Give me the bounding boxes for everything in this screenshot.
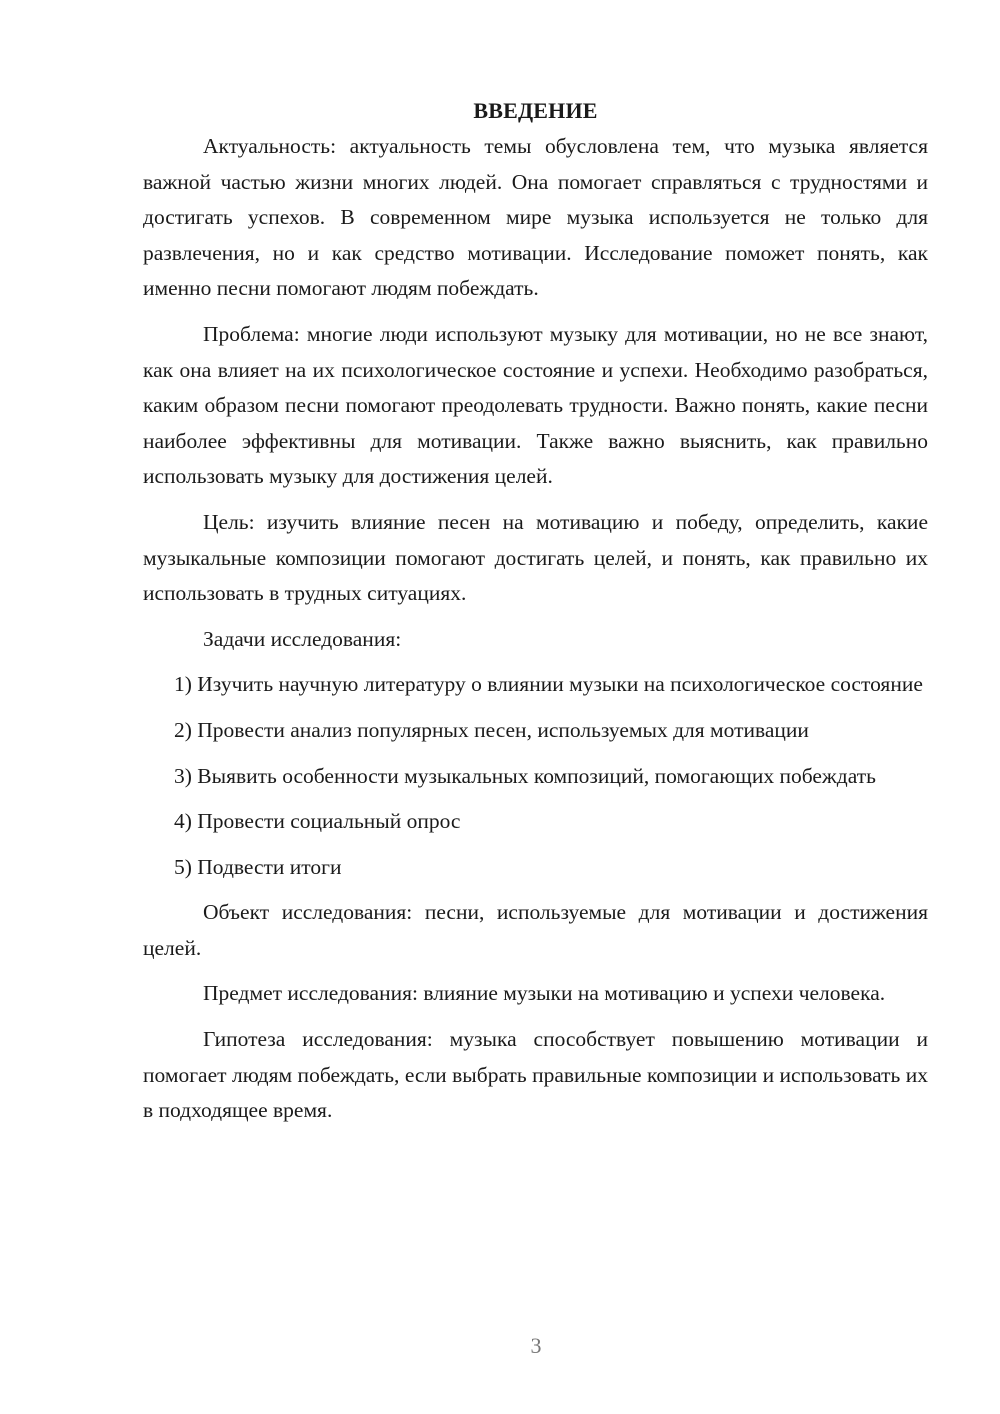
task-item: 1) Изучить научную литературу о влиянии музыки на психологическое состояние xyxy=(174,672,923,697)
task-item: 3) Выявить особенности музыкальных композиций, помогающих побеждать xyxy=(174,763,876,788)
paragraph-hypothesis: Гипотеза исследования: музыка способствует повышению мотивации и помогает людям побеждать, если выбрать правильные композиции и использовать их в подходящее время. xyxy=(143,1027,928,1123)
paragraph-object: Объект исследования: песни, используемые для мотивации и достижения целей. xyxy=(143,900,928,960)
paragraph-goal: Цель: изучить влияние песен на мотивацию и победу, определить, какие музыкальные композиции помогают достигать целей, и понять, как правильно их использовать в трудных ситуациях. xyxy=(143,509,928,606)
task-item: 2) Провести анализ популярных песен, используемых для мотивации xyxy=(174,717,809,742)
section-title: ВВЕДЕНИЕ xyxy=(473,98,598,123)
page-number: 3 xyxy=(530,1333,542,1358)
task-item: 5) Подвести итоги xyxy=(174,854,342,879)
paragraph-tasks-heading: Задачи исследования: xyxy=(203,626,402,651)
page-content xyxy=(143,93,928,1139)
paragraph-problem: Проблема: многие люди используют музыку для мотивации, но не все знают, как она влияет на их психологическое состояние и успехи. Необходимо разобраться, каким образом песни помогают преодолевать трудности. Важно понять, какие песни наиболее эффективны для мотивации. Также важно выяснить, как правильно использовать музыку для достижения целей. xyxy=(143,321,928,489)
paragraph-relevance: Актуальность: актуальность темы обусловлена тем, что музыка является важной частью жизни многих людей. Она помогает справляться с трудностями и достигать успехов. В современном мире музыка используется не только для развлечения, но и как средство мотивации. Исследование поможет понять, как именно песни помогают людям побеждать. xyxy=(143,134,928,301)
task-item: 4) Провести социальный опрос xyxy=(174,809,461,834)
paragraph-subject: Предмет исследования: влияние музыки на мотивацию и успехи человека. xyxy=(203,981,886,1006)
